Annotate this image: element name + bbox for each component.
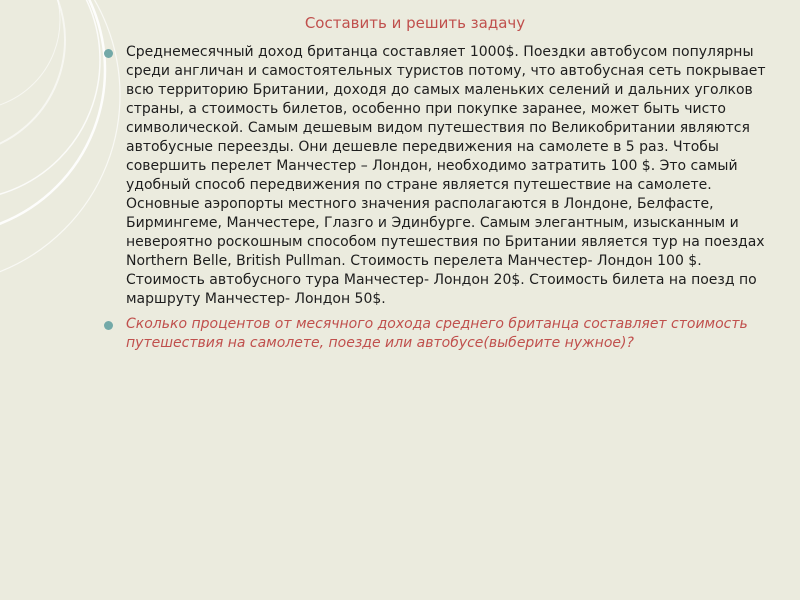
slide-title: Составить и решить задачу — [304, 14, 526, 32]
question-text: Сколько процентов от месячного дохода среднего британца составляет стоимость путешествия на самолете, поезде или автобусе(выберите нужное)? — [126, 316, 748, 351]
bullet-icon — [104, 321, 113, 330]
bullet-item-problem — [104, 43, 780, 309]
problem-text: Среднемесячный доход британца составляет 1000$. Поездки автобусом популярны среди англичан и самостоятельных туристов потому, что автобусная сеть покрывает всю территорию Британии, доходя до самых маленьких селений и дальних уголков страны, а стоимость билетов, особенно при покупке заранее, может быть чисто символической. Самым дешевым видом путешествия по Великобритании являются автобусные переезды. Они дешевле передвижения на самолете в 5 раз. Чтобы совершить перелет Манчестер – Лондон, необходимо затратить 100 $. Это самый удобный способ передвижения по стране является путешествие на самолете. Основные аэропорты местного значения располагаются в Лондоне, Белфасте, Бирмингеме, Манчестере, Глазго и Эдинбурге. Самым элегантным, изысканным и невероятно роскошным способом путешествия по Британии является тур на поездах Northern Belle, British Pullman. Стоимость перелета Манчестер- Лондон 100 $. Стоимость автобусного тура Манчестер- Лондон 20$. Стоимость билета на поезд по маршруту Манчестер- Лондон 50$. — [126, 44, 766, 307]
bullet-icon — [104, 49, 113, 58]
slide-content — [104, 43, 780, 359]
bullet-item-question — [104, 315, 780, 353]
